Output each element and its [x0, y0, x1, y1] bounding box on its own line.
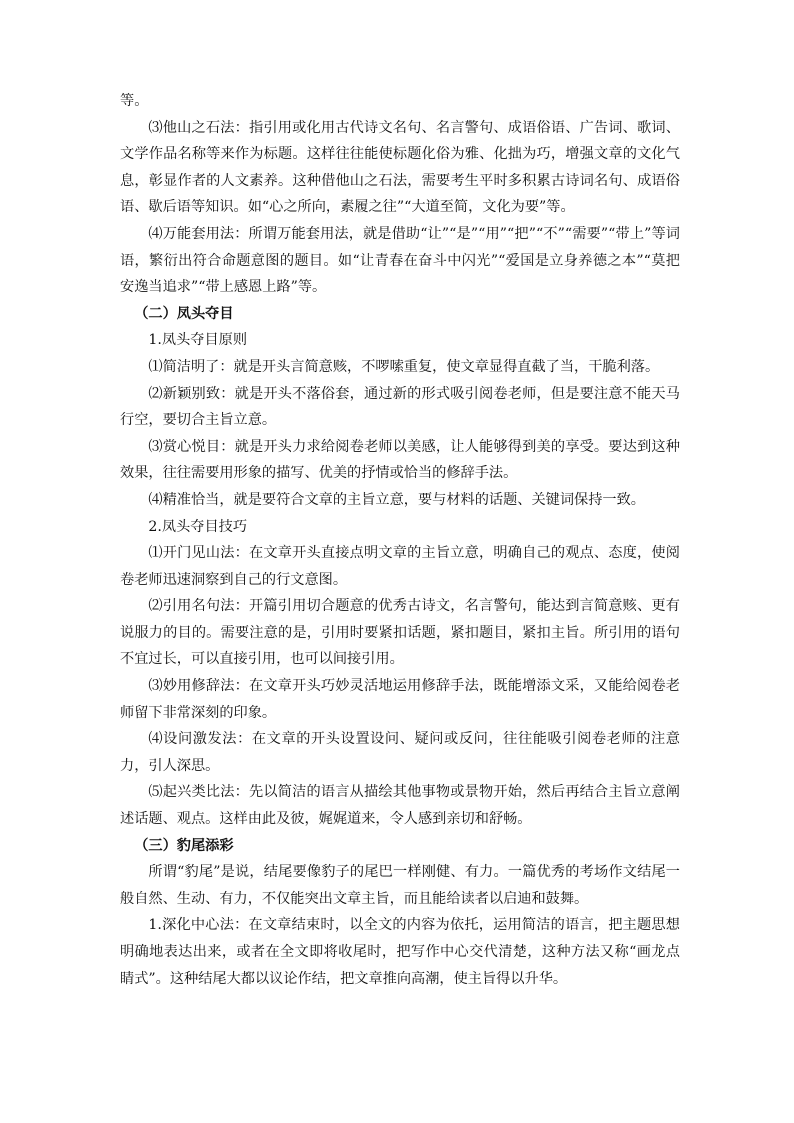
document-page: [120, 88, 680, 992]
principle-4: ⑷精准恰当，就是要符合文章的主旨立意，要与材料的话题、关键词保持一致。: [148, 491, 645, 508]
paragraph-leopard-tail: 所谓“豹尾”是说，结尾要像豹子的尾巴一样刚健、有力。一篇优秀的考场作文结尾一般自然、生动、有力，不仅能突出文章主旨，而且能给读者以启迪和鼓舞。: [120, 864, 680, 907]
technique-4: ⑷设问激发法：在文章的开头设置设问、疑问或反问，往往能吸引阅卷老师的注意力，引人深思。: [120, 731, 680, 774]
technique-5: ⑸起兴类比法：先以简洁的语言从描绘其他事物或景物开始，然后再结合主旨立意阐述话题、观点。这样由此及彼，娓娓道来，令人感到亲切和舒畅。: [120, 784, 680, 828]
principle-1: ⑴简洁明了：就是开头言简意赅，不啰嗦重复，使文章显得直截了当，干脆利落。: [148, 358, 660, 375]
principle-3: ⑶赏心悦目：就是开头力求给阅卷老师以美感，让人能够得到美的享受。要达到这种效果，往往需要用形象的描写、优美的抒情或恰当的修辞手法。: [120, 438, 680, 482]
paragraph-method-4: ⑷万能套用法：所谓万能套用法，就是借助“让”“是”“用”“把”“不”“需要”“带上”等词语，繁衍出符合命题意图的题目。如“让青春在奋斗中闪光”“爱国是立身养德之本”“莫把安逸当追求”“带上感恩上路”等。: [120, 225, 680, 296]
technique-1: ⑴开门见山法：在文章开头直接点明文章的主旨立意，明确自己的观点、态度，使阅卷老师迅速洞察到自己的行文意图。: [120, 545, 680, 588]
technique-2: ⑵引用名句法：开篇引用切合题意的优秀古诗文，名言警句，能达到言简意赅、更有说服力的目的。需要注意的是，引用时要紧扣话题，紧扣题目，紧扣主旨。所引用的语句不宜过长，可以直接引用，也可以间接引用。: [120, 598, 680, 668]
subheading-techniques: 2.凤头夺目技巧: [148, 518, 248, 535]
section-heading-3: （三）豹尾添彩: [134, 837, 234, 854]
technique-3: ⑶妙用修辞法：在文章开头巧妙灵活地运用修辞手法，既能增添文采，又能给阅卷老师留下非常深刻的印象。: [120, 678, 680, 721]
principle-2: ⑵新颖别致：就是开头不落俗套，通过新的形式吸引阅卷老师，但是要注意不能天马行空，要切合主旨立意。: [120, 385, 680, 429]
paragraph-continuation: 等。: [120, 93, 149, 109]
paragraph-deepen-theme: 1.深化中心法：在文章结束时，以全文的内容为依托，运用简洁的语言，把主题思想明确地表达出来，或者在全文即将收尾时，把写作中心交代清楚，这种方法又称“画龙点睛式”。这种结尾大都以议论作结，把文章推向高潮，使主旨得以升华。: [120, 917, 680, 987]
section-heading-2: （二）凤头夺目: [134, 305, 234, 322]
paragraph-method-3: ⑶他山之石法：指引用或化用古代诗文名句、名言警句、成语俗语、广告词、歌词、文学作品名称等来作为标题。这样往往能使标题化俗为雅、化拙为巧，增强文章的文化气息，彰显作者的人文素养。这种借他山之石法，需要考生平时多积累古诗词名句、成语俗语、歇后语等知识。如“心之所向，素履之往”“大道至简，文化为要”等。: [120, 119, 680, 216]
subheading-principles: 1.凤头夺目原则: [148, 332, 248, 349]
